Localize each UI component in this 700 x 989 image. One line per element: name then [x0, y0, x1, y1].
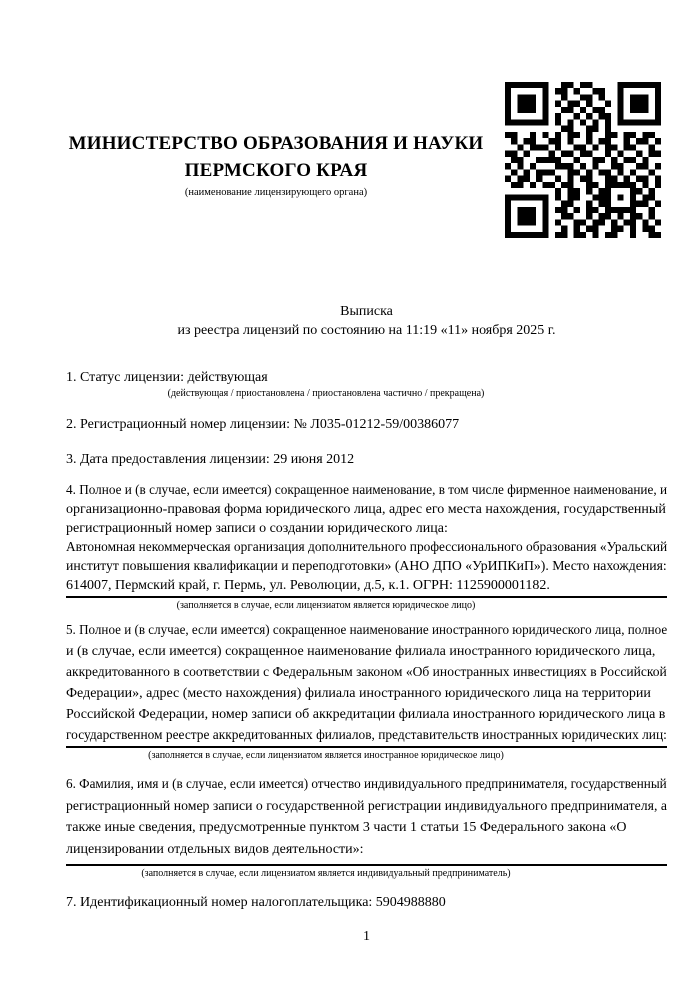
paragraph-line: лицензировании отдельных видов деятельности»:	[66, 841, 364, 857]
paragraph-line: 4. Полное и (в случае, если имеется) сокращенное наименование, в том числе фирменное наименование, и	[66, 483, 668, 498]
paragraph-line: Федерации», адрес (место нахождения) филиала иностранного юридического лица на территории	[66, 686, 651, 701]
item-5-foreign-entity-section	[66, 620, 667, 761]
paragraph-line: институт повышения квалификации и переподготовки» (АНО ДПО «УрИПКиП»). Место нахождения:	[66, 559, 667, 574]
paragraph-line: 5. Полное и (в случае, если имеется) сокращенное наименование иностранного юридического лица, полное	[66, 623, 668, 638]
extract-title: Выписка	[340, 304, 393, 319]
fill-line-divider	[66, 864, 667, 866]
paragraph-line: Автономная некоммерческая организация дополнительного профессионального образования «Уральский	[66, 540, 668, 555]
paragraph-line: организационно-правовая форма юридического лица, адрес его места нахождения, государственный	[66, 502, 666, 517]
item-1-status-options-caption: (действующая / приостановлена / приостановлена частично / прекращена)	[167, 388, 485, 399]
ministry-name-line2: ПЕРМСКОГО КРАЯ	[184, 160, 368, 181]
item-7-taxpayer-number: 7. Идентификационный номер налогоплательщика: 5904988880	[66, 895, 446, 910]
item-4-legal-entity-text	[66, 481, 667, 595]
fill-line-divider	[66, 746, 667, 748]
item-4-legal-entity-section	[66, 481, 667, 611]
paragraph-line: государственном реестре аккредитованных филиалов, представительств иностранных юридических лиц:	[66, 728, 667, 743]
item-1-license-status: 1. Статус лицензии: действующая	[66, 370, 268, 385]
item-6-fill-caption: (заполняется в случае, если лицензиатом является индивидуальный предприниматель)	[141, 868, 511, 879]
item-5-foreign-entity-text	[66, 620, 667, 746]
licensing-authority-header	[66, 130, 486, 198]
item-3-grant-date: 3. Дата предоставления лицензии: 29 июня 2012	[66, 452, 355, 467]
paragraph-line: регистрационный номер записи о создании юридического лица:	[66, 521, 448, 536]
item-5-fill-caption: (заполняется в случае, если лицензиатом является иностранное юридическое лицо)	[148, 750, 504, 761]
item-6-entrepreneur-text	[66, 774, 667, 860]
item-6-entrepreneur-section	[66, 774, 667, 879]
item-4-fill-caption: (заполняется в случае, если лицензиатом является юридическое лицо)	[176, 600, 476, 611]
paragraph-line: 6. Фамилия, имя и (в случае, если имеется) отчество индивидуального предпринимателя, государственный	[66, 777, 667, 792]
extract-subtitle: из реестра лицензий по состоянию на 11:19 «11» ноября 2025 г.	[177, 323, 556, 338]
paragraph-line: 614007, Пермский край, г. Пермь, ул. Революции, д.5, к.1. ОГРН: 1125900001182.	[66, 578, 550, 593]
paragraph-line: аккредитованного в соответствии с Федеральным законом «Об иностранных инвестициях в Российской	[66, 665, 667, 680]
paragraph-line: Российской Федерации, номер записи об аккредитации филиала иностранного юридического лица в	[66, 707, 666, 722]
ministry-name-line1: МИНИСТЕРСТВО ОБРАЗОВАНИЯ И НАУКИ	[68, 133, 484, 154]
paragraph-line: регистрационный номер записи о государственной регистрации индивидуального предпринимателя, а	[66, 798, 667, 814]
paragraph-line: также иные сведения, предусмотренные пунктом 3 части 1 статьи 15 Федерального закона «О	[66, 820, 627, 835]
paragraph-line: и (в случае, если имеется) сокращенное наименование филиала иностранного юридического лица,	[66, 644, 656, 659]
item-2-registration-number: 2. Регистрационный номер лицензии: № Л035-01212-59/00386077	[66, 417, 460, 432]
fill-line-divider	[66, 596, 667, 598]
ministry-name-caption: (наименование лицензирующего органа)	[184, 187, 368, 198]
page-number: 1	[363, 929, 370, 944]
qr-code	[505, 82, 661, 238]
extract-title-block	[66, 302, 667, 340]
